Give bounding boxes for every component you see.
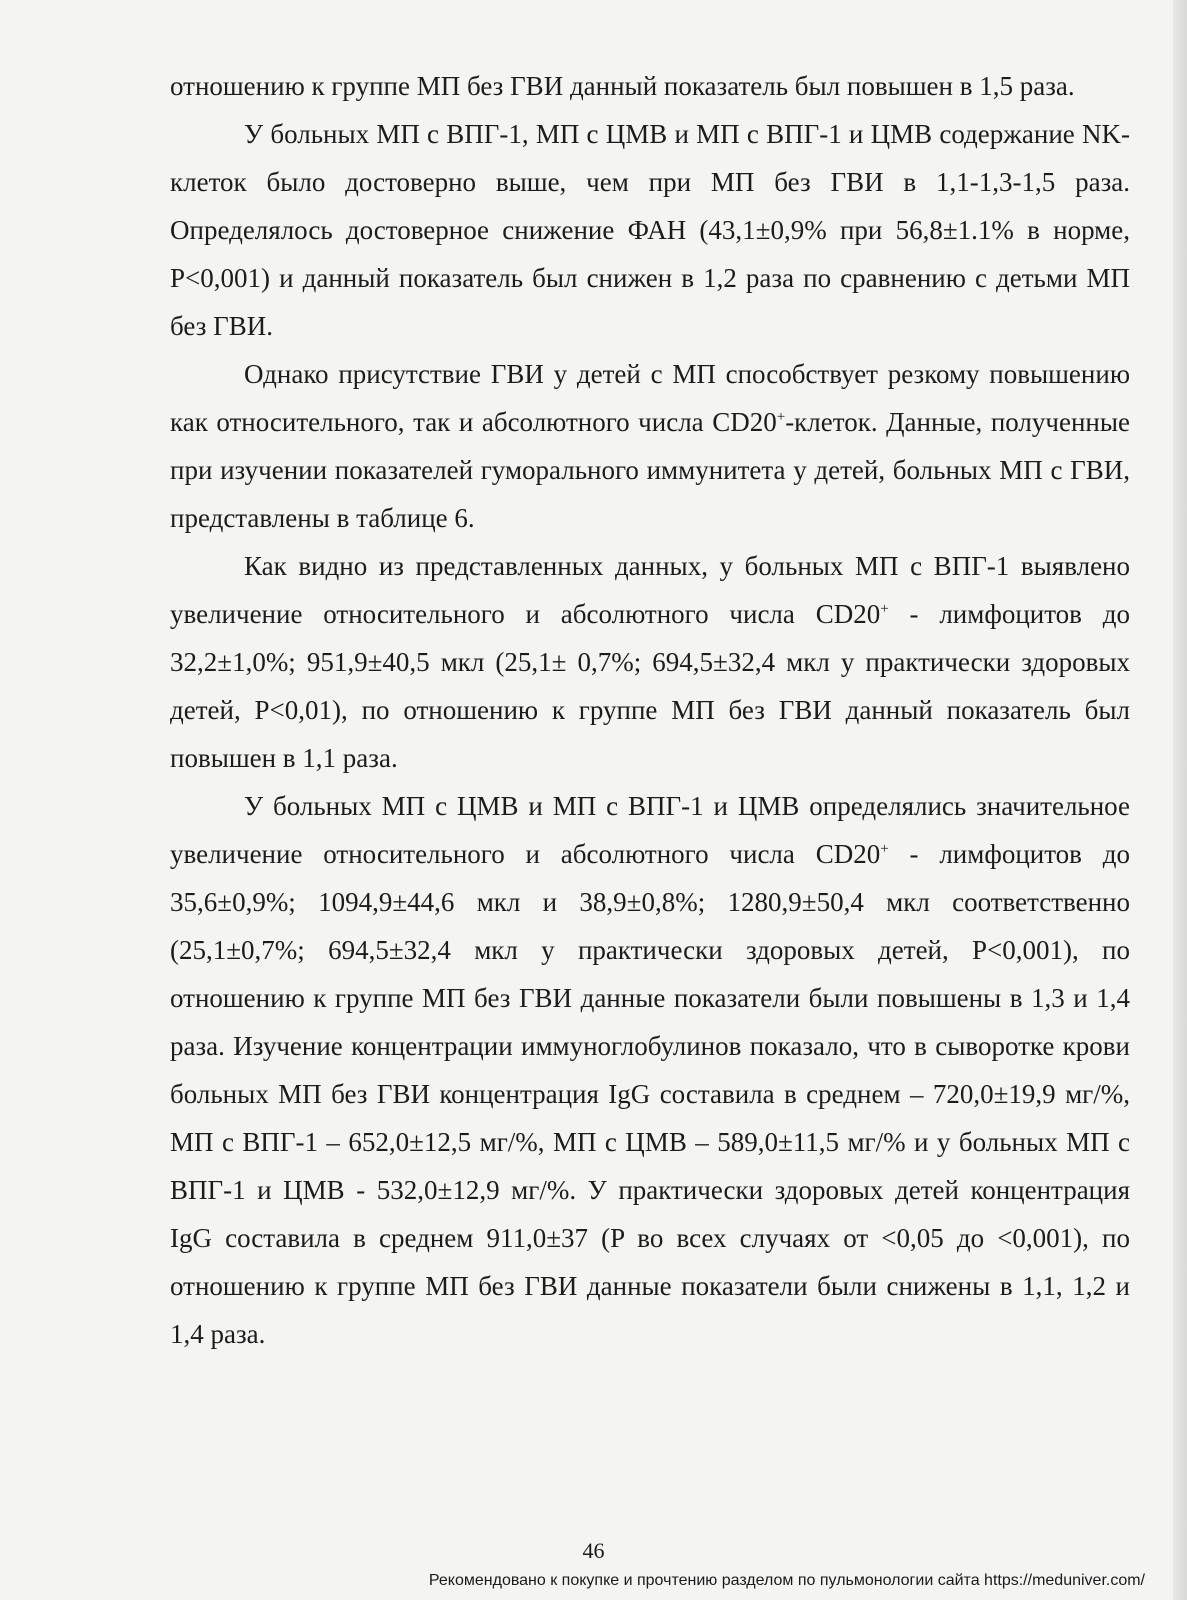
page-number: 46 (582, 1538, 605, 1563)
paragraph-3-text-before: Однако присутствие ГВИ у детей с МП способствует резкому повышению как относительного, так и абсолютного числа CD20 (170, 359, 1130, 437)
superscript-plus: + (776, 409, 786, 425)
paragraph-5-text-before: У больных МП с ЦМВ и МП с ВПГ-1 и ЦМВ определялись значительное увеличение относительного и абсолютного числа CD20 (170, 791, 1130, 869)
paragraph-3-text-after: -клеток. Данные, полученные при изучении показателей гуморального иммунитета у детей, больных МП с ГВИ, представлены в таблице 6. (170, 407, 1130, 533)
paragraph-4-text-before: Как видно из представленных данных, у больных МП с ВПГ-1 выявлено увеличение относительного и абсолютного числа CD20 (170, 551, 1130, 629)
paragraph-5-text-after: - лимфоцитов до 35,6±0,9%; 1094,9±44,6 мкл и 38,9±0,8%; 1280,9±50,4 мкл соответственно (25,1±0,7%; 694,5±32,4 мкл у практически здоровых детей, P<0,001), по отношению к группе МП без ГВИ данные показатели были повышены в 1,3 и 1,4 раза. Изучение концентрации иммуноглобулинов показало, что в сыворотке крови больных МП без ГВИ концентрация IgG составила в среднем – 720,0±19,9 мг/%, МП с ВПГ-1 – 652,0±12,5 мг/%, МП с ЦМВ – 589,0±11,5 мг/% и у больных МП с ВПГ-1 и ЦМВ - 532,0±12,9 мг/%. У практически здоровых детей концентрация IgG составила в среднем 911,0±37 (P во всех случаях от <0,05 до <0,001), по отношению к группе МП без ГВИ данные показатели были снижены в 1,1, 1,2 и 1,4 раза. (170, 839, 1130, 1349)
paragraph-3 (170, 350, 1130, 542)
footer-watermark-text: Рекомендовано к покупке и прочтению разделом по пульмонологии сайта https://meduniver.com/ (428, 1572, 1145, 1589)
paragraph-2: У больных МП с ВПГ-1, МП с ЦМВ и МП с ВПГ-1 и ЦМВ содержание NK-клеток было достоверно выше, чем при МП без ГВИ в 1,1-1,3-1,5 раза. Определялось достоверное снижение ФАН (43,1±0,9% при 56,8±1.1% в норме, P<0,001) и данный показатель был снижен в 1,2 раза по сравнению с детьми МП без ГВИ. (170, 119, 1130, 341)
paragraph-4-text-after: - лимфоцитов до 32,2±1,0%; 951,9±40,5 мкл (25,1± 0,7%; 694,5±32,4 мкл у практически здоровых детей, P<0,01), по отношению к группе МП без ГВИ данный показатель был повышен в 1,1 раза. (170, 599, 1130, 773)
paragraph-4 (170, 542, 1130, 782)
document-body (170, 62, 1130, 1358)
superscript-plus: + (880, 841, 889, 857)
superscript-plus: + (880, 601, 889, 617)
paragraph-5 (170, 782, 1130, 1358)
paragraph-1: отношению к группе МП без ГВИ данный показатель был повышен в 1,5 раза. (170, 71, 1075, 101)
page-edge (1173, 0, 1187, 1600)
